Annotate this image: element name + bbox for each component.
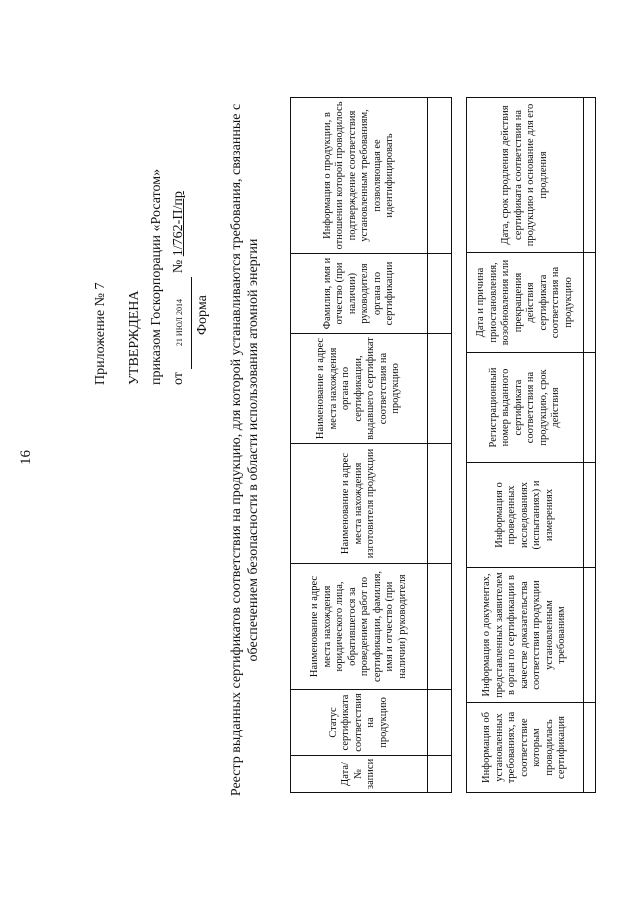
- approved-label: УТВЕРЖДЕНА: [127, 290, 142, 385]
- table-cell: [428, 444, 452, 564]
- order-label: приказом Госкорпорации «Росатом»: [149, 168, 164, 385]
- page-number: 16: [18, 450, 34, 465]
- table-header-row: [291, 98, 428, 793]
- column-header: Информация об установленных требованиях, на соответствие которым проводилась сертификация: [467, 703, 584, 793]
- approval-header: [90, 169, 192, 385]
- table-cell: [584, 353, 596, 463]
- order-date: 21 ИЮЛ 2014: [169, 277, 192, 369]
- table-cell: [428, 254, 452, 334]
- column-header: Регистрационный номер выданного сертификата соответствия на продукцию, срок действия: [467, 353, 584, 463]
- column-header: Наименование и адрес места нахождения юридического лица, обратившегося за проведением работ по сертификации, фамилия, имя и отчество (при наличии) руководителя: [291, 564, 428, 690]
- table-cell: [428, 334, 452, 444]
- column-header: Статус сертификата соответствия на продукцию: [291, 690, 428, 756]
- order-number: 1/762-П/пр: [171, 191, 186, 257]
- table-header-row: [467, 98, 584, 793]
- from-label: от: [171, 372, 186, 385]
- form-label: Форма: [195, 295, 210, 335]
- registry-title: Реестр выданных сертификатов соответствия на продукцию, для которой устанавливаются требования, связанные с обеспечением безопасности в области использования атомной энергии: [229, 103, 261, 797]
- column-header: Наименование и адрес места нахождения изготовителя продукции: [291, 444, 428, 564]
- appendix-label: Приложение № 7: [93, 282, 108, 385]
- column-header: Наименование и адрес места нахождения органа по сертификации, выдавшего сертификат соответствия на продукцию: [291, 334, 428, 444]
- table-cell: [584, 463, 596, 568]
- table-cell: [428, 756, 452, 793]
- registry-table-part-2: [466, 97, 596, 793]
- table-cell: [584, 253, 596, 353]
- order-date-line: [168, 169, 192, 385]
- column-header: Информация о продукции, в отношении которой проводилось подтверждение соответствия установленным требованиям, позволяющая ее идентифицировать: [291, 98, 428, 254]
- column-header: Дата/№ записи: [291, 756, 428, 793]
- table-cell: [428, 98, 452, 254]
- table-cell: [428, 690, 452, 756]
- table-row-empty: [428, 98, 452, 793]
- table-cell: [584, 98, 596, 253]
- column-header: Информация о документах, представленных заявителем в орган по сертификации в качестве доказательства соответствия продукции установленным требованиям: [467, 568, 584, 703]
- column-header: Дата и причина приостановления, возобновления или прекращения действия сертификата соответствия на продукцию: [467, 253, 584, 353]
- number-label: №: [171, 259, 186, 274]
- table-cell: [584, 703, 596, 793]
- column-header: Дата, срок продления действия сертификата соответствия на продукцию и основание для его продления: [467, 98, 584, 253]
- table-row-empty: [584, 98, 596, 793]
- registry-table-part-1: [290, 97, 452, 793]
- table-cell: [428, 564, 452, 690]
- table-cell: [584, 568, 596, 703]
- column-header: Информация о проведенных исследованиях (испытаниях) и измерениях: [467, 463, 584, 568]
- column-header: Фамилия, имя и отчество (при наличии) руководителя органа по сертификации: [291, 254, 428, 334]
